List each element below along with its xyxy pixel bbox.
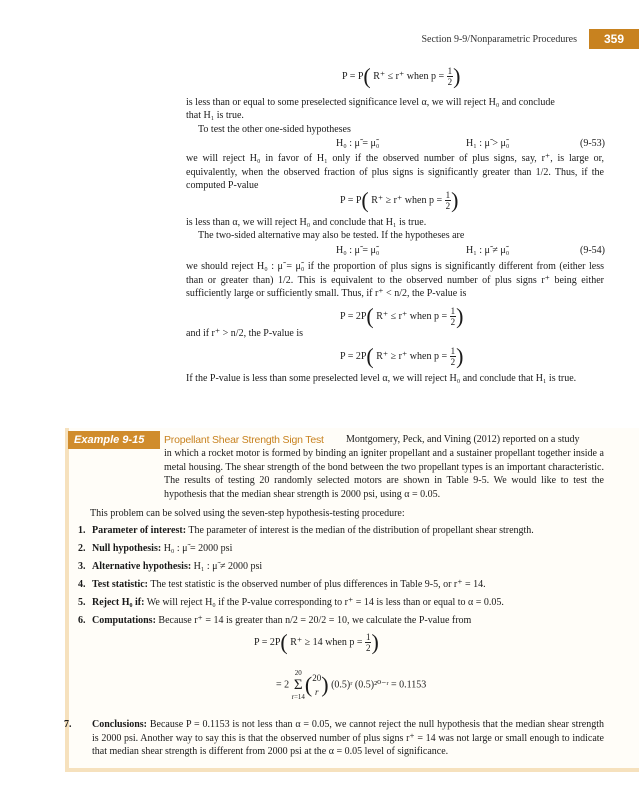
step-7: 7. Conclusions: Because P = 0.1153 is not less than α = 0.05, we cannot reject the null hypothesis that the median shear strength is 2000 psi. Another way to say this is that the observed number of plus signs r⁺ = 14 was not large or small enough to indicate that median shear strength is different from 2000 psi at the α = 0.05 level of significance.: [64, 719, 604, 758]
equation-p-value-lower: P = P( R⁺ ≤ r⁺ when p = $\frac{1}{2}$ ): [342, 63, 461, 89]
paragraph: we will reject H₀ in favor of H₁ only if the observed number of plus signs, say, r⁺, is large or, equivalently, when the observed fraction of plus signs is significantly greater than 1/2. Thus, if the computed P-value: [186, 153, 604, 192]
step-1: 1. Parameter of interest: The parameter of interest is the median of the distribution of propellant shear strength.: [78, 525, 534, 536]
page-number: 359: [589, 29, 639, 49]
fraction-half: $\frac{1}{2}$: [445, 190, 451, 211]
step-2: 2. Null hypothesis: H₀ : μ̃ = 2000 psi: [78, 543, 233, 554]
text-line: is less than or equal to some preselected significance level α, we will reject H₀ and conclude: [186, 97, 555, 108]
eq-middle: R⁺ ≥ 14 when p =: [290, 636, 363, 648]
step-5: 5. Reject H₀ if: We will reject H₀ if the P-value corresponding to r⁺ = 14 is less than or equal to α = 0.05.: [78, 597, 504, 608]
eq-middle: R⁺ ≤ r⁺ when p =: [373, 70, 445, 82]
text-line: The two-sided alternative may also be tested. If the hypotheses are: [198, 230, 465, 241]
equation-number: (9-53): [580, 138, 605, 149]
equation-two-sided-lower: P = 2P( R⁺ ≤ r⁺ when p = $\frac{1}{2}$ ): [340, 303, 464, 329]
text-line: and if r⁺ > n/2, the P-value is: [186, 328, 304, 339]
step-4: 4. Test statistic: The test statistic is the observed number of plus differences in Table 9-5, or r⁺ = 14.: [78, 579, 486, 590]
eq-middle: R⁺ ≥ r⁺ when p =: [371, 194, 443, 206]
example-intro-paragraph: in which a rocket motor is formed by binding an igniter propellant and a sustainer propellant together inside a metal housing. The shear strength of the bond between the two propellant types is an important characteristic. The results of testing 20 randomly selected motors are shown in Table 9-5. We would like to test the hypothesis that the median shear strength is 2000 psi, using α = 0.05.: [164, 448, 604, 500]
example-badge: Example 9-15: [68, 431, 160, 449]
fraction-half: $\frac{1}{2}$: [450, 306, 456, 327]
eq-terms: (0.5)ʳ (0.5)²⁰⁻ʳ = 0.1153: [331, 679, 427, 691]
eq-left: P = 2P: [340, 310, 367, 322]
running-header-section: Section 9-9/Nonparametric Procedures: [421, 34, 577, 45]
example-intro-first-line: Montgomery, Peck, and Vining (2012) reported on a study: [346, 434, 580, 445]
summation: 20 Σ r=14: [291, 669, 305, 701]
equation-p-value-upper: P = P( R⁺ ≥ r⁺ when p = $\frac{1}{2}$ ): [340, 187, 459, 213]
fraction-half: $\frac{1}{2}$: [447, 66, 453, 87]
equation-computation-1: P = 2P( R⁺ ≥ 14 when p = $\frac{1}{2}$ ): [254, 629, 379, 655]
fraction-half: $\frac{1}{2}$: [450, 346, 456, 367]
eq-left: P = P: [342, 70, 364, 82]
hypothesis-null: H₀ : μ̃ = μ̃₀: [336, 138, 380, 149]
text-line: To test the other one-sided hypotheses: [198, 124, 351, 135]
hypothesis-alternative: H₁ : μ̃ ≠ μ̃₀: [466, 245, 510, 256]
example-title: Propellant Shear Strength Sign Test: [164, 434, 324, 446]
text-line: If the P-value is less than some preselected level α, we will reject H₀ and conclude that H₁ is true.: [186, 373, 577, 384]
eq-middle: R⁺ ≥ r⁺ when p =: [376, 350, 448, 362]
text-line: is less than α, we will reject H₀ and conclude that H₁ is true.: [186, 217, 427, 228]
paragraph: we should reject H₀ : μ̃ = μ̃₀ if the proportion of plus signs is significantly different from (either less than or greater than) 1/2. This is equivalent to the observed number of plus signs r⁺ being either sufficiently large or sufficiently small. Thus, if r⁺ < n/2, the P-value is: [186, 261, 604, 300]
eq-left: P = 2P: [254, 636, 281, 648]
eq-middle: R⁺ ≤ r⁺ when p =: [376, 310, 448, 322]
step-6: 6. Computations: Because r⁺ = 14 is greater than n/2 = 20/2 = 10, we calculate the P-value from: [78, 615, 472, 626]
fraction-half: $\frac{1}{2}$: [365, 632, 371, 653]
eq-left: P = P: [340, 194, 362, 206]
procedure-intro: This problem can be solved using the seven-step hypothesis-testing procedure:: [90, 508, 405, 519]
hypothesis-alternative: H₁ : μ̃ > μ̃₀: [466, 138, 510, 149]
hypothesis-null: H₀ : μ̃ = μ̃₀: [336, 245, 380, 256]
equation-number: (9-54): [580, 245, 605, 256]
equation-two-sided-upper: P = 2P( R⁺ ≥ r⁺ when p = $\frac{1}{2}$ ): [340, 343, 464, 369]
eq-left: = 2: [276, 679, 290, 691]
eq-left: P = 2P: [340, 350, 367, 362]
binomial-coefficient: 20 r: [312, 673, 322, 697]
step-3: 3. Alternative hypothesis: H₁ : μ̃ ≠ 2000 psi: [78, 561, 263, 572]
equation-computation-2: = 2 20 Σ r=14 ( 20 r ) (0.5)ʳ (0.5)²⁰⁻ʳ = 0.1153: [276, 669, 427, 701]
text-line: that H₁ is true.: [186, 110, 244, 121]
